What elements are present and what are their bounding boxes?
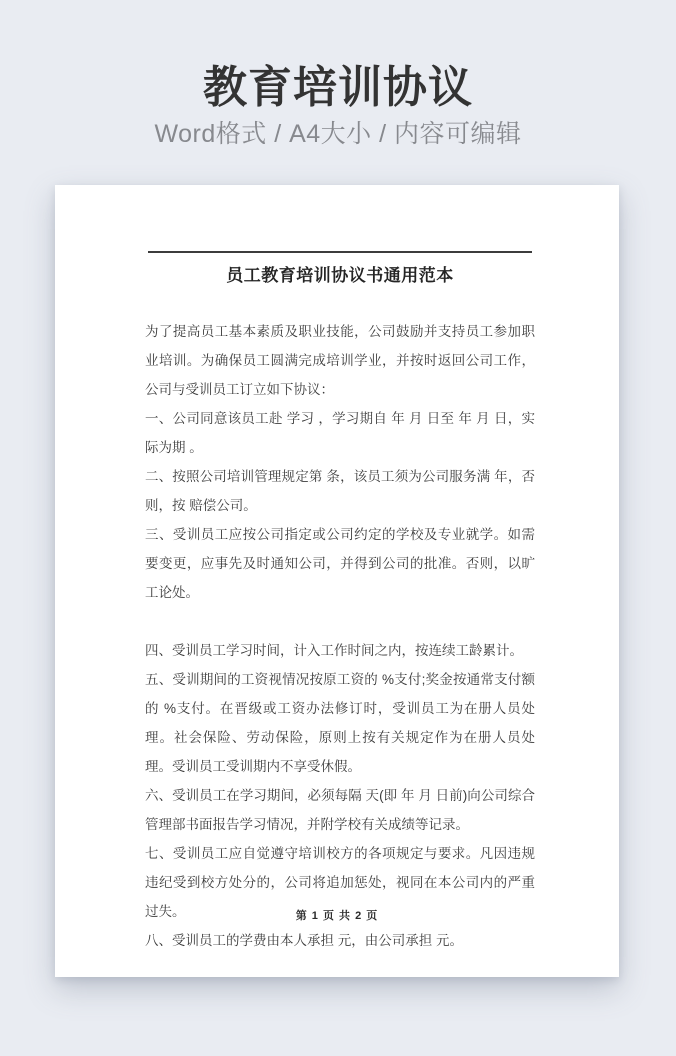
document-title: 员工教育培训协议书通用范本	[226, 266, 454, 285]
clause-5: 五、受训期间的工资视情况按原工资的 %支付;奖金按通常支付额的 %支付。在晋级或工资办法修订时，受训员工为在册人员处理。社会保险、劳动保险，原则上按有关规定作为在册人员处理。受训员工受训期内不享受休假。	[145, 672, 535, 774]
clause-1: 一、公司同意该员工赴 学习 ，学习期自 年 月 日至 年 月 日，实际为期 。	[145, 411, 535, 455]
banner	[0, 0, 676, 149]
title-divider	[148, 251, 532, 253]
banner-title: 教育培训协议	[203, 63, 473, 112]
page-number: 第 1 页 共 2 页	[295, 910, 379, 922]
document-body	[145, 317, 535, 955]
clause-8: 八、受训员工的学费由本人承担 元，由公司承担 元。	[145, 933, 464, 948]
clause-7: 七、受训员工应自觉遵守培训校方的各项规定与要求。凡因违规违纪受到校方处分的，公司将追加惩处，视同在本公司内的严重过失。	[145, 846, 535, 919]
document-page	[55, 185, 619, 977]
clause-6: 六、受训员工在学习期间，必须每隔 天(即 年 月 日前)向公司综合管理部书面报告学习情况，并附学校有关成绩等记录。	[145, 788, 535, 832]
paragraph-intro: 为了提高员工基本素质及职业技能，公司鼓励并支持员工参加职业培训。为确保员工圆满完成培训学业，并按时返回公司工作，公司与受训员工订立如下协议：	[145, 324, 535, 397]
clause-3: 三、受训员工应按公司指定或公司约定的学校及专业就学。如需要变更，应事先及时通知公司，并得到公司的批准。否则，以旷工论处。	[145, 527, 535, 600]
clause-2: 二、按照公司培训管理规定第 条，该员工须为公司服务满 年，否则，按 赔偿公司。	[145, 469, 535, 513]
clause-4: 四、受训员工学习时间，计入工作时间之内，按连续工龄累计。	[145, 643, 523, 658]
banner-subtitle: Word格式 / A4大小 / 内容可编辑	[154, 120, 522, 149]
